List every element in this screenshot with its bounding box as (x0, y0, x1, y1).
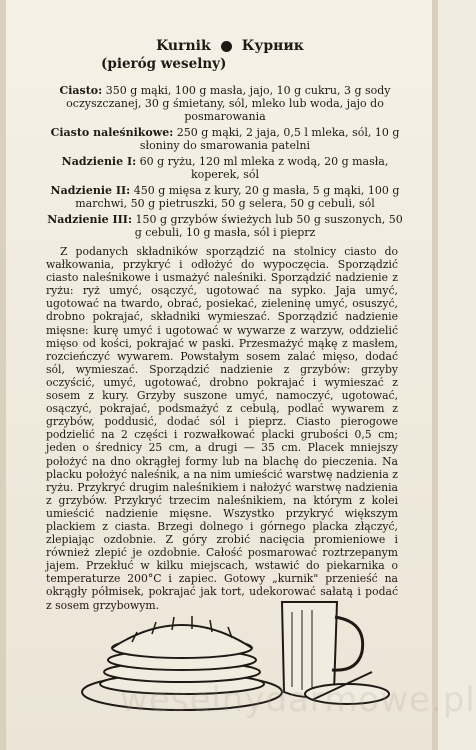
method-paragraph: Z podanych składników sporządzić na stolnicy ciasto do wałkowania, przykryć i odłożyć do wypoczęcia. Sporządzić ciasto naleśnikowe i usmażyć naleśniki. Sporządzić nadzienie z ryżu: ryż umyć, osączyć, ugotować na sypko. Jaja umyć, ugotować na twardo, obrać, posiekać, zieleninę umyć, osuszyć, drobno pokrajać, składniki wymieszać. Sporządzić nadzienie mięsne: kurę umyć i ugotować w wywarze z warzyw, oddzielić mięso od kości, pokrajać w paski. Przesmażyć mąkę z masłem, rozcieńczyć wywarem. Powstałym sosem zalać mięso, dodać sól, wymieszać. Sporządzić nadzienie z grzybów: grzyby oczyścić, umyć, ugotować, drobno pokrajać i wymieszać z sosem z kury. Grzyby suszone umyć, namoczyć, ugotować, osączyć, pokrajać, podsmażyć z cebulą, podlać wywarem z grzybów, poddusić, dodać sól i pieprz. Ciasto pierogowe podzielić na 2 części i rozwałkować placki grubości 0,5 cm; jeden o średnicy 25 cm, a drugi — 35 cm. Placek mniejszy położyć na dno okrągłej formy lub na blachę do pieczenia. Na placku położyć naleśnik, a na nim umieścić warstwę nadzienia z ryżu. Przykryć drugim naleśnikiem i nałożyć warstwę nadzienia z grzybów. Przykryć trzecim naleśnikiem, na którym z kolei umieścić nadzienie mięsne. Wszystko przykryć większym plackiem z ciasta. Brzegi dolnego i górnego placka złączyć, zlepiając ozdobnie. Z góry zrobić nacięcia promieniowe i również zlepić je ozdobnie. Całość posmarować roztrzepanym jajem. Przekłuć w kilku miejscach, wstawić do piekarnika o temperaturze 200°C i zapiec. Gotowy „kurnik" przenieść na okrągły półmisek, pokrajać jak tort, udekorować sałatą i podać z sosem grzybowym. (46, 245, 398, 612)
ingredient-text: 150 g grzybów świeżych lub 50 g suszonych, 50 g cebuli, 10 g masła, sól i pieprz (132, 213, 403, 239)
ingredient-label: Nadzienie III: (47, 213, 133, 226)
recipe-title (56, 38, 404, 54)
ingredient-filling-3 (46, 213, 404, 239)
bullet-dot-icon (221, 41, 232, 52)
page-edge-right (432, 0, 438, 750)
ingredient-pancake (46, 126, 404, 152)
ingredient-label: Ciasto: (59, 84, 103, 97)
ingredient-text: 60 g ryżu, 120 ml mleka z wodą, 20 g masła, koperek, sól (136, 155, 389, 181)
ingredient-text: 250 g mąki, 2 jaja, 0,5 l mleka, sól, 10 g słoniny do smarowania patelni (139, 126, 400, 152)
watermark-text: weselnydarmowe.pl (120, 680, 476, 720)
recipe-subtitle: (pieróg weselny) (101, 56, 227, 72)
page-edge-left (0, 0, 6, 750)
ingredient-dough (46, 84, 404, 123)
ingredient-label: Nadzienie I: (61, 155, 137, 168)
ingredients-list (46, 84, 404, 239)
ingredient-label: Nadzienie II: (50, 184, 131, 197)
ingredient-text: 350 g mąki, 100 g masła, jajo, 10 g cukru, 3 g sody oczyszczanej, 30 g śmietany, sól, mleko lub woda, jajo do posmarowania (66, 84, 391, 123)
title-polish: Kurnik (156, 38, 211, 54)
ingredient-text: 450 g mięsa z kury, 20 g masła, 5 g mąki, 100 g marchwi, 50 g pietruszki, 50 g selera, 50 g cebuli, sól (75, 184, 400, 210)
ingredient-filling-1 (46, 155, 404, 181)
title-russian: Курник (241, 38, 304, 54)
ingredient-filling-2 (46, 184, 404, 210)
ingredient-label: Ciasto naleśnikowe: (50, 126, 174, 139)
